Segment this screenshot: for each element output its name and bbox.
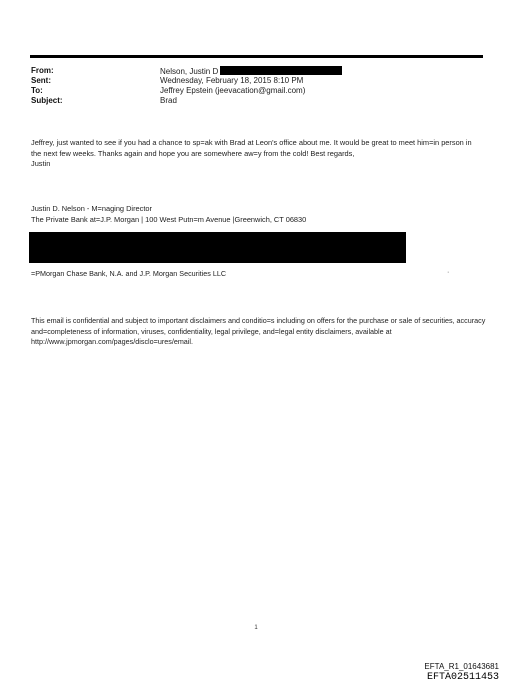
disclaimer-text: This email is confidential and subject to important disclaimers and conditio=s including on offers for the purchase or sale of securities, accuracy and=completeness of information, viruses, confidentiality, legal privilege, and=legal entity disclaimers, available at http://www.jpmorgan.com/pages/disclo=ures/email. xyxy=(31,316,486,346)
from-label: From: xyxy=(31,66,54,75)
header-sent xyxy=(31,76,491,86)
subject-value: Brad xyxy=(160,96,177,105)
header-rule xyxy=(30,55,483,58)
signature-block xyxy=(31,204,483,225)
sent-label: Sent: xyxy=(31,76,51,85)
email-body xyxy=(31,138,483,170)
page-number: 1 xyxy=(254,625,258,631)
body-paragraph: Jeffrey, just wanted to see if you had a chance to sp=ak with Brad at Leon's office about me. It would be great to meet him=in person in the next few weeks. Thanks again and hope you are somewhere aw=y from the cold! Best regards, xyxy=(31,138,472,158)
email-header xyxy=(31,66,491,106)
redaction-bar xyxy=(220,66,342,75)
redaction-block xyxy=(29,232,406,263)
header-subject xyxy=(31,96,491,106)
from-value: Nelson, Justin D xyxy=(160,67,219,76)
subject-label: Subject: xyxy=(31,96,63,105)
sent-value: Wednesday, February 18, 2015 8:10 PM xyxy=(160,76,304,85)
to-label: To: xyxy=(31,86,43,95)
body-signoff: Justin xyxy=(31,159,51,168)
stray-mark: · xyxy=(447,269,450,276)
header-from xyxy=(31,66,491,76)
company-line: =PMorgan Chase Bank, N.A. and J.P. Morgan Securities LLC xyxy=(31,269,227,278)
signature-address: The Private Bank at=J.P. Morgan | 100 West Putn=m Avenue |Greenwich, CT 06830 xyxy=(31,214,307,224)
bates-number-secondary: EFTA02511453 xyxy=(426,672,499,683)
signature-name-title: Justin D. Nelson - M=naging Director xyxy=(31,204,152,213)
bates-number-primary: EFTA_R1_01643681 xyxy=(424,662,499,671)
header-to xyxy=(31,86,491,96)
to-value: Jeffrey Epstein (jeevacation@gmail.com) xyxy=(160,86,306,95)
